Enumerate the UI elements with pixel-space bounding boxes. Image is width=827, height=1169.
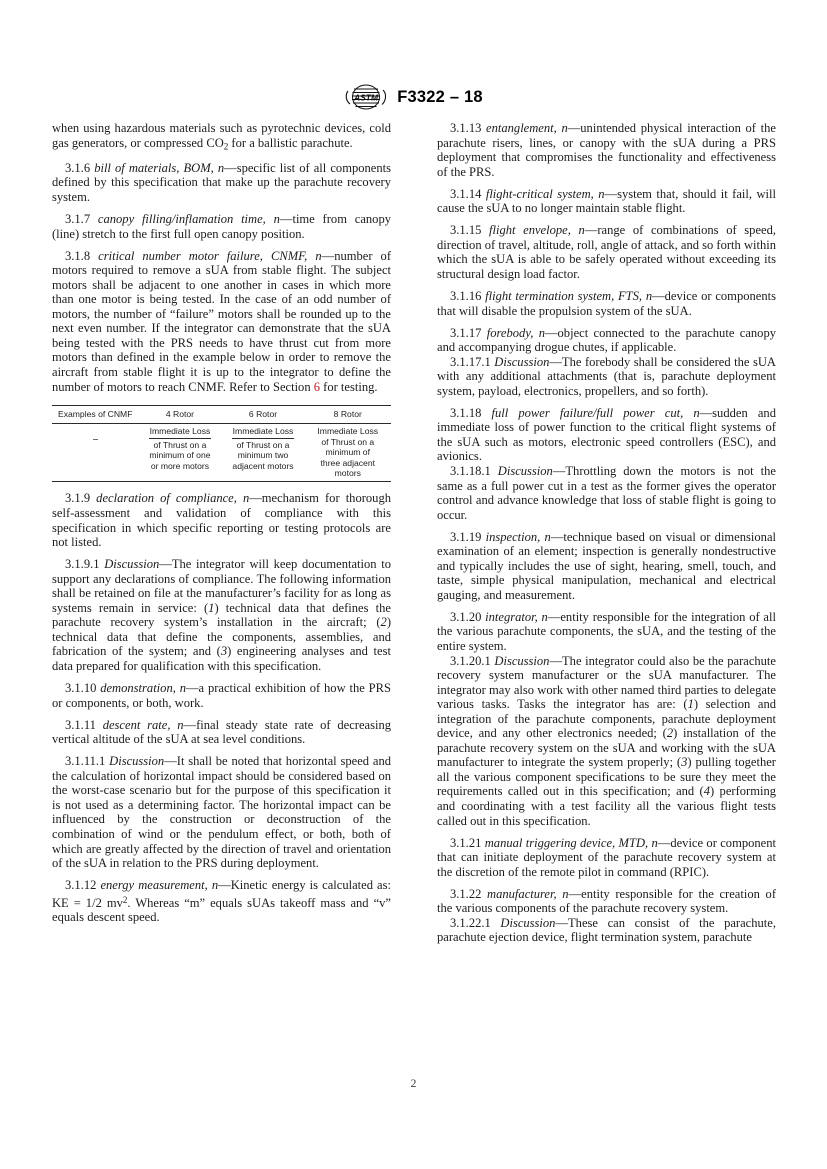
cell-line: motors [334,468,361,479]
clause-3-1-9-1 [52,557,391,673]
clause-body: —technique based on visual or dimensional examination of an element; inspection is generally nondestructive and typically includes the use of sight, hearing, smell, touch, and taste, simple physical manipulation, mechanical and electrical gauging, and measurement. [437,529,776,602]
defined-term: critical number motor failure, CNMF, n [98,248,322,263]
cell-examples-empty [52,424,138,482]
defined-term: entanglement, n [486,121,568,135]
column-header-4-rotor: 4 Rotor [138,406,221,424]
clause-3-1-9 [52,491,391,549]
clause-body: —mechanism for thorough self-assessment and validation of compliance with this specification in which specific reporting or testing protocols are not listed. [52,491,391,550]
clause-body: —specific list of all components defined by this specification that make up the parachute recovery system. [52,160,391,204]
clause-body: —a practical exhibition of how the PRS or components, or both, work. [52,681,391,710]
clause-3-1-8 [52,249,391,394]
clause-body: —entity responsible for the integration of all the various parachute components, the sUA, and the testing of the entire system. [437,609,776,653]
clause-3-1-12 [52,878,391,924]
clause-body: —number of motors required to remove a sUA from stable flight. The subject motors shall be adjacent to one another in cases in which more than one motor is being tested. In the case of an odd number of motors, the number of “failure” motors shall be rounded up to the next even number. If the integrator can demonstrate that the sUA being tested with the PRS needs to have thrust cut from more motors than defined in the example below in order to remove the aircraft from stable flight it is up to the integrator to define the number of motors to reach CNMF. Refer to Section [52,248,392,394]
clause-body: —The forebody shall be considered the sUA with any additional attachments (that is, parachute deployment system, payload, electronics, propellers, and so forth). [437,354,776,398]
clause-3-1-7 [52,212,391,241]
clause-number: 3.1.9 [65,491,97,506]
clause-number: 3.1.20 [450,609,486,624]
discussion-label: Discussion [494,354,550,369]
defined-term: descent rate, n [102,717,184,732]
defined-term: demonstration, n [100,681,186,696]
clause-3-1-14 [437,187,776,216]
section-cross-reference-link[interactable]: 6 [313,379,321,394]
svg-text:ASTM: ASTM [354,92,379,103]
clause-body-cont: ) installation of the parachute recovery system on the sUA and working with the sUA manufacturer to integrate the system properly; ( [437,726,776,770]
clause-number: 3.1.18.1 [450,463,498,478]
defined-term: integrator, n [485,609,548,624]
clause-body-cont: ) technical data that defines the parachute recovery system’s installation in the aircraft; ( [52,600,391,630]
clause-number: 3.1.22 [450,886,488,901]
clause-body-cont: ) technical data that define the components, assemblies, and fabrication of the system; and ( [52,615,391,659]
clause-number: 3.1.17 [450,325,487,340]
clause-3-1-19 [437,530,776,603]
defined-term: forebody, n [486,325,545,340]
cell-line: Immediate Loss [232,425,295,438]
clause-3-1-21 [437,836,776,880]
defined-term: bill of materials, BOM, n [94,160,225,175]
clause-body: —These can consist of the parachute, parachute ejection device, flight termination system, parachute [437,915,776,945]
cell-line: of Thrust on a [153,439,207,450]
defined-term: full power failure/full power cut, n [491,405,700,420]
clause-body: —device or components that will disable the propulsion system of the sUA. [437,288,776,318]
clause-number: 3.1.12 [65,878,101,893]
document-number: F3322 – 18 [397,87,483,106]
cnmf-examples-table-wrapper [52,405,391,482]
clause-number: 3.1.11.1 [65,754,110,769]
cell-line: three adjacent [320,457,375,468]
superscript: 2 [122,894,128,905]
cell-line: minimum two [237,450,289,461]
clause-body: —system that, should it fail, will cause the sUA to no longer maintain stable flight. [437,186,776,216]
clause-body: —It shall be noted that horizontal speed and the calculation of horizontal impact should be considered based on the worst-case scenario but for the purpose of this specification it is not used as a determining factor. The horizontal impact can be influenced by the construction or deconstruction of the combination of wind or the pendulum effect, or both, both of which are greatly affected by the direction of travel and orientation of the sUA in relation to the PRS during deployment. [52,754,391,871]
clause-3-1-18-1 [437,464,776,522]
table-header-row [52,406,391,424]
clause-3-1-13 [437,121,776,179]
clause-number: 3.1.8 [65,248,99,263]
enumerator: 3 [681,755,688,770]
para-text: when using hazardous materials such as pyrotechnic devices, cold gas generators, or compressed CO [52,121,391,150]
left-column [52,121,391,945]
column-header-6-rotor: 6 Rotor [221,406,304,424]
cell-line: of Thrust on a [321,436,375,447]
cell-line: or more motors [150,460,210,471]
clause-body-cont: for testing. [320,379,378,394]
page-number: 2 [410,1078,417,1090]
clause-3-1-16 [437,289,776,318]
clause-3-1-22 [437,887,776,916]
clause-body: —Throttling down the motors is not the same as a full power cut in a test as the former gives the operator control and advance knowledge that loss of stable flight is going to occur. [437,463,776,522]
clause-number: 3.1.9.1 [65,557,105,572]
subscript: 2 [223,140,229,151]
clause-body-cont: ) engineering analyses and test data prepared for qualification with this specification. [52,644,391,673]
enumerator: 2 [666,726,674,741]
cell-line: Immediate Loss [149,425,212,438]
clause-3-1-11 [52,718,391,747]
clause-number: 3.1.15 [450,223,490,238]
clause-3-1-10 [52,681,391,710]
clause-number: 3.1.19 [450,529,486,544]
defined-term: inspection, n [485,529,551,544]
cell-8-rotor [305,424,391,482]
clause-body-cont: ) selection and integration of the parachute components, parachute deployment device, and any other electronics needed; ( [437,697,776,741]
table-row [52,424,391,482]
defined-term: canopy filling/inflamation time, n [97,211,280,226]
discussion-label: Discussion [497,463,553,478]
column-header-8-rotor: 8 Rotor [305,406,391,424]
clause-body: —range of combinations of speed, direction of travel, altitude, roll, angle of attack, and so forth within which the sUA is able to be safely operated without exceeding its structural design load factor. [437,223,777,281]
clause-body: —The integrator could also be the parachute recovery system manufacturer or the sUA manufacturer. The integrator may also work with other named third parties to delegate various tasks. Tasks the integrator has are: ( [437,653,776,712]
astm-logo [344,83,388,111]
para-text-cont: for a ballistic parachute. [228,135,353,150]
clause-3-1-17 [437,326,776,355]
defined-term: flight-critical system, n [485,186,605,201]
clause-body: —final steady state rate of decreasing vertical altitude of the sUA at sea level conditions. [52,717,391,747]
two-column-body [52,121,776,945]
defined-term: manufacturer, n [487,886,569,901]
cell-line: adjacent motors [232,460,294,471]
clause-body: —Kinetic energy is calculated as: KE = 1/2 mv [52,878,391,910]
enumerator: 2 [380,615,387,630]
dash-mark-icon [93,439,98,440]
cell-line: of Thrust on a [236,439,290,450]
clause-body: —unintended physical interaction of the parachute risers, lines, or canopy with the sUA during a PRS deployment that compromises the functionality and effectiveness of the PRS. [437,121,776,179]
clause-body-cont: . Whereas “m” equals sUAs takeoff mass and “v” equals descent speed. [52,895,391,924]
clause-body: —entity responsible for the creation of the various components of the parachute recovery system. [437,886,776,916]
clause-number: 3.1.21 [450,835,485,850]
clause-body: —object connected to the parachute canopy and accompanying drogue chutes, if applicable. [437,325,776,355]
column-header-examples: Examples of CNMF [52,406,138,424]
defined-term: manual triggering device, MTD, n [484,835,658,850]
table-body [52,424,391,482]
clause-body-cont: ) performing and coordinating with a test facility all the various flight tests called out in this specification. [437,784,776,828]
document-header [0,83,827,111]
clause-3-1-20-1 [437,654,776,829]
clause-body: —sudden and immediate loss of power function to the critical flight systems of the sUA such as motors, electronic speed controllers (ESC), and avionics. [437,405,776,464]
table-head [52,406,391,424]
clause-body-cont: ) pulling together all the various component specifications to be sure they meet the requirements called out in this specification; and ( [437,755,776,799]
clause-number: 3.1.17.1 [450,354,495,369]
clause-body: —The integrator will keep documentation to support any declarations of compliance. The following information shall be retained on file at the manufacturer’s facility for as long as systems remain in service: ( [52,557,391,615]
cell-line: minimum of one [149,450,211,461]
cnmf-examples-table [52,405,391,482]
clause-3-1-22-1 [437,916,776,945]
discussion-label: Discussion [500,915,556,930]
clause-number: 3.1.7 [65,211,98,226]
discussion-label: Discussion [494,653,550,668]
clause-number: 3.1.10 [65,681,101,696]
clause-number: 3.1.14 [450,186,486,201]
clause-3-1-15 [437,223,776,281]
defined-term: declaration of compliance, n [96,491,250,506]
enumerator: 1 [687,697,694,712]
clause-number: 3.1.6 [65,160,95,175]
clause-3-1-6 [52,161,391,205]
defined-term: energy measurement, n [100,878,219,893]
paragraph-continuation [52,121,391,153]
defined-term: flight envelope, n [489,223,585,238]
discussion-label: Discussion [104,557,160,572]
clause-3-1-11-1 [52,754,391,870]
enumerator: 1 [208,600,215,615]
clause-number: 3.1.11 [65,717,103,732]
clause-number: 3.1.16 [450,288,486,303]
clause-number: 3.1.13 [450,121,487,135]
cell-line: Immediate Loss [317,426,379,437]
cell-6-rotor [221,424,304,482]
right-column [437,121,776,945]
clause-3-1-20 [437,610,776,654]
clause-3-1-17-1 [437,355,776,399]
enumerator: 3 [220,644,228,659]
clause-3-1-18 [437,406,776,464]
enumerator: 4 [703,784,711,799]
cell-line: minimum of [325,447,370,458]
defined-term: flight termination system, FTS, n [485,288,653,303]
clause-number: 3.1.18 [450,405,492,420]
cell-4-rotor [138,424,221,482]
clause-number: 3.1.20.1 [450,653,495,668]
clause-body: —time from canopy (line) stretch to the first full open canopy position. [52,211,391,241]
discussion-label: Discussion [109,754,165,769]
clause-body: —device or component that can initiate deployment of the parachute recovery system at the discretion of the remote pilot in command (RPIC). [437,835,776,879]
clause-number: 3.1.22.1 [450,915,501,930]
